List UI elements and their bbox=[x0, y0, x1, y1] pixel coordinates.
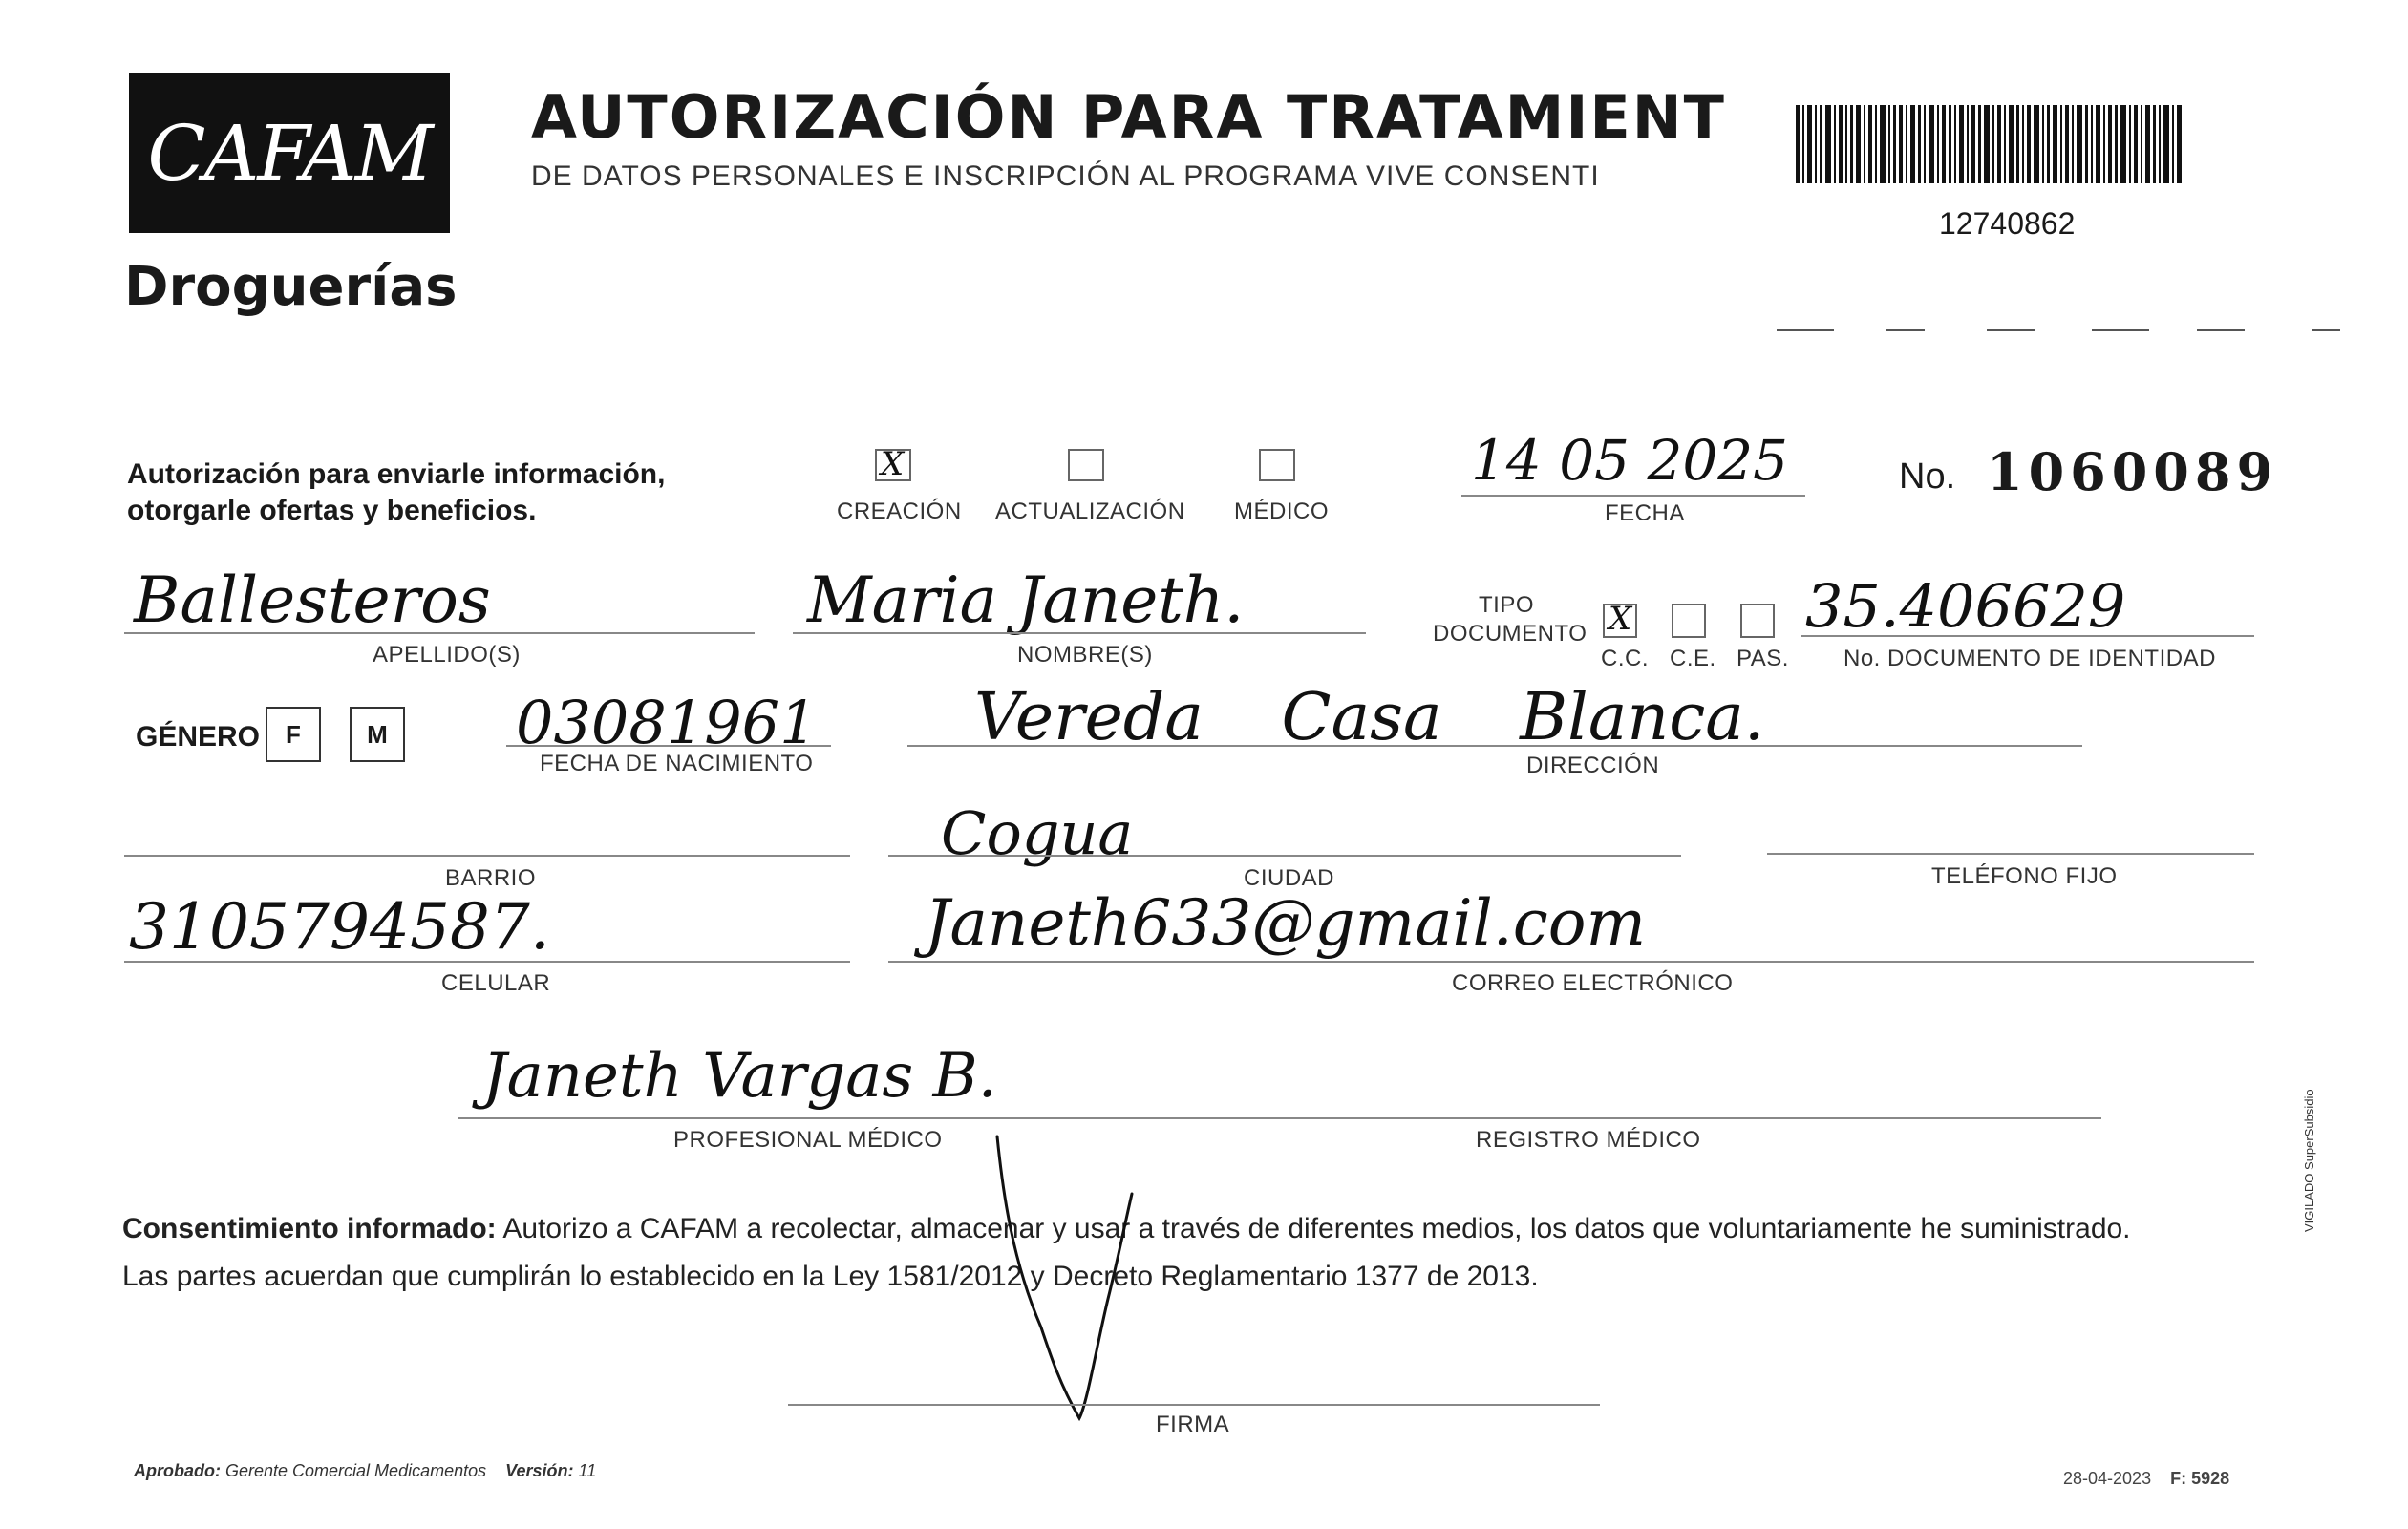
approved-value: Gerente Comercial Medicamentos bbox=[225, 1461, 487, 1480]
direccion-value[interactable]: Vereda Casa Blanca. bbox=[974, 680, 1765, 755]
label-medico: MÉDICO bbox=[1234, 499, 1329, 524]
registro-medico-label: REGISTRO MÉDICO bbox=[1476, 1127, 1701, 1153]
checkbox-actualizacion[interactable] bbox=[1068, 449, 1104, 481]
nombres-label: NOMBRE(S) bbox=[1017, 642, 1153, 668]
genero-label: GÉNERO bbox=[136, 721, 261, 753]
form-title: AUTORIZACIÓN PARA TRATAMIENT bbox=[531, 82, 1726, 152]
apellidos-value[interactable]: Ballesteros bbox=[134, 563, 491, 637]
version-value: 11 bbox=[578, 1461, 597, 1480]
genero-f-box[interactable] bbox=[266, 707, 321, 762]
documento-label: No. DOCUMENTO DE IDENTIDAD bbox=[1843, 646, 2216, 671]
fecha-line bbox=[1461, 495, 1805, 497]
divider bbox=[1777, 329, 1834, 331]
apellidos-line bbox=[124, 632, 755, 634]
correo-value[interactable]: Janeth633@gmail.com bbox=[925, 886, 1647, 960]
checkbox-pas[interactable] bbox=[1740, 604, 1775, 638]
checkbox-medico[interactable] bbox=[1259, 449, 1295, 481]
firma-label: FIRMA bbox=[1156, 1412, 1230, 1437]
correo-label: CORREO ELECTRÓNICO bbox=[1452, 970, 1734, 996]
ciudad-value[interactable]: Cogua bbox=[941, 798, 1134, 868]
divider bbox=[2092, 329, 2149, 331]
signature-stroke bbox=[974, 1127, 1165, 1433]
check-mark: X bbox=[881, 445, 905, 483]
tipo-doc-label-2: DOCUMENTO bbox=[1433, 621, 1588, 647]
divider bbox=[1886, 329, 1925, 331]
divider bbox=[2197, 329, 2245, 331]
consent-text bbox=[122, 1205, 2262, 1301]
profesional-medico-label: PROFESIONAL MÉDICO bbox=[673, 1127, 943, 1153]
profesional-medico-value[interactable]: Janeth Vargas B. bbox=[482, 1041, 997, 1112]
celular-line bbox=[124, 961, 850, 963]
version-label: Versión: bbox=[505, 1461, 574, 1480]
brand-subtitle: Droguerías bbox=[124, 256, 458, 318]
genero-m-label: M bbox=[367, 719, 388, 749]
telefono-fijo-line bbox=[1767, 853, 2254, 855]
checkbox-creacion[interactable] bbox=[875, 445, 911, 483]
label-actualizacion: ACTUALIZACIÓN bbox=[995, 499, 1185, 524]
footer-date: 28-04-2023 bbox=[2063, 1469, 2152, 1488]
documento-line bbox=[1801, 635, 2254, 637]
fecha-nacimiento-line bbox=[506, 745, 831, 747]
apellidos-label: APELLIDO(S) bbox=[373, 642, 521, 668]
approved-label: Aprobado: bbox=[134, 1461, 221, 1480]
authorization-line1: Autorización para enviarle información, bbox=[127, 458, 666, 490]
correo-line bbox=[888, 961, 2254, 963]
consent-line1: Autorizo a CAFAM a recolectar, almacenar y usar a través de diferentes medios, los datos que voluntariamente he suministrado. bbox=[496, 1213, 2131, 1244]
authorization-line2: otorgarle ofertas y beneficios. bbox=[127, 495, 537, 526]
consent-bold-label: Consentimiento informado: bbox=[122, 1213, 497, 1244]
footer-approval bbox=[134, 1461, 596, 1481]
label-pas: PAS. bbox=[1737, 646, 1789, 671]
barcode bbox=[1796, 105, 2183, 183]
vigilado-side-text: VIGILADO SuperSubsidio bbox=[2302, 1089, 2316, 1232]
nombres-value[interactable]: Maria Janeth. bbox=[807, 563, 1245, 637]
label-creacion: CREACIÓN bbox=[837, 499, 962, 524]
authorization-text bbox=[127, 457, 665, 529]
barrio-line bbox=[124, 855, 850, 857]
cafam-logo bbox=[129, 73, 450, 233]
direccion-label: DIRECCIÓN bbox=[1526, 753, 1660, 778]
fecha-value[interactable]: 14 05 2025 bbox=[1471, 428, 1789, 493]
consent-line2: Las partes acuerdan que cumplirán lo establecido en la Ley 1581/2012 y Decreto Reglamentario 1377 de 2013. bbox=[122, 1261, 1539, 1292]
nombres-line bbox=[793, 632, 1366, 634]
genero-m-box[interactable] bbox=[350, 707, 405, 762]
fecha-nacimiento-value[interactable]: 03081961 bbox=[516, 688, 818, 757]
ciudad-label: CIUDAD bbox=[1244, 865, 1335, 891]
divider bbox=[2312, 329, 2340, 331]
footer-date-code bbox=[2063, 1469, 2229, 1489]
check-mark: X bbox=[1609, 600, 1632, 638]
firma-line bbox=[788, 1404, 1600, 1406]
checkbox-ce[interactable] bbox=[1672, 604, 1706, 638]
tipo-doc-label-1: TIPO bbox=[1479, 592, 1535, 618]
form-subtitle: DE DATOS PERSONALES E INSCRIPCIÓN AL PROGRAMA VIVE CONSENTI bbox=[531, 160, 1600, 192]
fecha-nacimiento-label: FECHA DE NACIMIENTO bbox=[540, 751, 814, 776]
profesional-medico-line bbox=[458, 1117, 2101, 1119]
barcode-number: 12740862 bbox=[1939, 206, 2076, 241]
divider bbox=[1987, 329, 2035, 331]
label-cc: C.C. bbox=[1601, 646, 1649, 671]
number-value: 1060089 bbox=[1987, 441, 2279, 502]
number-label: No. bbox=[1899, 457, 1956, 497]
telefono-fijo-label: TELÉFONO FIJO bbox=[1931, 863, 2118, 889]
direccion-line bbox=[907, 745, 2082, 747]
celular-label: CELULAR bbox=[441, 970, 551, 996]
logo-text: CAFAM bbox=[147, 108, 432, 198]
genero-f-label: F bbox=[286, 719, 301, 749]
fecha-label: FECHA bbox=[1605, 500, 1685, 526]
celular-value[interactable]: 3105794587. bbox=[129, 890, 550, 964]
form-code: F: 5928 bbox=[2170, 1469, 2230, 1488]
ciudad-line bbox=[888, 855, 1681, 857]
checkbox-cc[interactable] bbox=[1603, 600, 1637, 638]
documento-value[interactable]: 35.406629 bbox=[1805, 571, 2126, 641]
label-ce: C.E. bbox=[1670, 646, 1716, 671]
barrio-label: BARRIO bbox=[445, 865, 537, 891]
